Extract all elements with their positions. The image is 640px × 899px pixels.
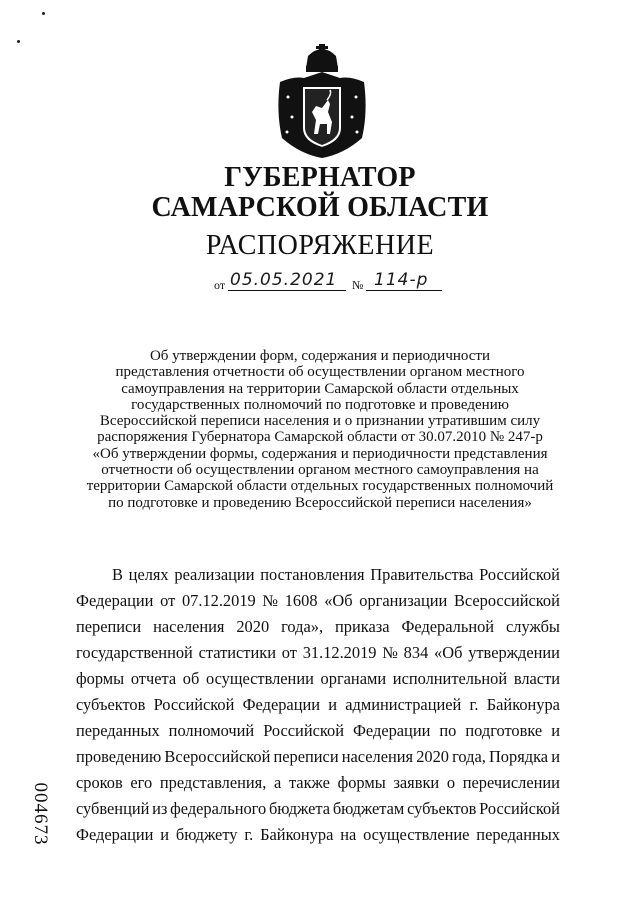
body-word: из [152,799,168,818]
subject-line: Об утверждении форм, содержания и периодичности [149,348,491,364]
subject-line: распоряжения Губернатора Самарской области от 30.07.2010 № 247-р [97,429,543,446]
body-word: субъектов [407,799,477,818]
body-word: федерального [170,799,267,818]
number-underline [366,290,442,291]
subject-line: по подготовке и проведению Всероссийской переписи населения» [108,494,532,511]
subject-line: государственных полномочий по подготовке и проведению [131,396,509,413]
body-word: В [112,565,123,584]
body-word: заявки [393,773,440,792]
body-word: формы [76,669,125,688]
body-word: Порядка [488,747,549,766]
body-line [76,588,560,614]
body-word: и [551,721,560,740]
body-word: Байконура [486,695,560,714]
body-word: полномочий [168,721,255,740]
body-word: власти [513,669,560,688]
body-word: и [551,747,560,766]
body-word: приказа [335,617,390,636]
body-word: переписи [273,747,339,766]
body-word: «Об [434,643,463,662]
body-word: перечислении [462,773,560,792]
body-word: его [130,773,153,792]
body-word: утверждении [468,643,560,662]
body-word: постановления [260,565,365,584]
body-word: подготовке [465,721,543,740]
body-word: Федеральной [401,617,495,636]
body-word: 31.12.2019 [302,643,377,662]
document-number: 114-р [374,270,429,290]
body-line [76,666,560,692]
body-word: года», [281,617,324,636]
body-word: Федерации [242,695,321,714]
body-word: целях [128,565,169,584]
body-word: 2020 [236,617,270,636]
body-word: г. [469,695,479,714]
body-word: Правительства [370,565,474,584]
document-body [76,562,560,848]
body-word: Федерации [352,721,431,740]
body-word: «Об [324,591,353,610]
subject-line: территории Самарской области отдельных государственных полномочий [86,478,554,495]
body-line [76,822,560,848]
body-word: о [446,773,456,792]
body-word: проведению [76,747,162,766]
body-word: переданных [476,825,560,844]
body-line [76,770,560,796]
body-word: сроков [76,773,123,792]
body-line [76,718,560,744]
body-word: Российской [479,565,560,584]
body-line [76,614,560,640]
coat-of-arms-emblem [270,42,374,160]
number-prefix: № [352,278,364,292]
body-word: 07.12.2019 [181,591,256,610]
body-word: субвенций [76,799,150,818]
body-word: Российской [263,721,344,740]
document-date-number [214,270,454,294]
body-line [76,640,560,666]
body-word: переписи [76,617,142,636]
body-word: реализации [174,565,255,584]
document-type: РАСПОРЯЖЕНИЕ [205,230,435,261]
subject-line: Всероссийской переписи населения и о признании утратившим силу [99,413,541,430]
body-word: населения [153,617,225,636]
subject-line: представления отчетности об осуществлении органом местного [115,364,525,381]
side-registration-number [30,770,50,860]
body-word: администрацией [345,695,462,714]
body-word: бюджетам [332,799,405,818]
body-word: 1608 [284,591,318,610]
body-word: Российской [479,799,560,818]
body-line [76,692,560,718]
body-word: от [281,643,297,662]
subject-line: самоуправления на территории Самарской области отдельных [121,380,519,397]
body-word: осуществлении [205,669,314,688]
body-word: формы [337,773,386,792]
body-word: Всероссийской [453,591,560,610]
body-word: № [382,643,398,662]
body-line [76,796,560,822]
body-word: Российской [153,695,235,714]
body-word: года, [452,747,486,766]
scan-speck [17,40,20,43]
body-word: об [182,669,200,688]
body-word: № [262,591,279,610]
header-title-line2: САМАРСКОЙ ОБЛАСТИ [151,192,489,223]
body-line [76,562,560,588]
date-prefix: от [214,278,226,292]
body-word: государственной [76,643,193,662]
body-word: также [288,773,330,792]
header-title-line1: ГУБЕРНАТОР [224,162,416,193]
body-word: г. [244,825,254,844]
body-word: организации [359,591,448,610]
body-word: а [273,773,282,792]
body-word: Всероссийской [164,747,271,766]
body-word: исполнительной [392,669,508,688]
body-word: бюджета [268,799,331,818]
date-underline [228,290,346,291]
body-word: и [328,695,338,714]
body-word: органами [320,669,387,688]
body-word: Байконура [260,825,334,844]
body-word: от [160,591,176,610]
subject-line: отчетности об осуществлении органом местного самоуправления на [101,462,539,479]
body-word: 834 [403,643,429,662]
scan-speck [42,12,45,15]
body-word: на [340,825,357,844]
body-word: и [160,825,170,844]
body-word: представления, [159,773,267,792]
subject-line: «Об утверждении формы, содержания и периодичности представления [92,445,548,462]
body-word: субъектов [76,695,146,714]
body-word: Федерации [76,591,154,610]
side-number-text: 004673 [30,782,51,846]
body-word: службы [506,617,560,636]
body-word: осуществление [363,825,470,844]
document-subject [70,348,570,511]
body-word: по [439,721,457,740]
body-word: Федерации [76,825,154,844]
body-word: переданных [76,721,160,740]
document-date: 05.05.2021 [230,270,338,290]
body-word: бюджету [175,825,238,844]
body-word: населения [341,747,414,766]
body-word: 2020 [416,747,449,766]
body-line [76,744,560,770]
body-word: статистики [198,643,276,662]
body-word: отчета [130,669,177,688]
